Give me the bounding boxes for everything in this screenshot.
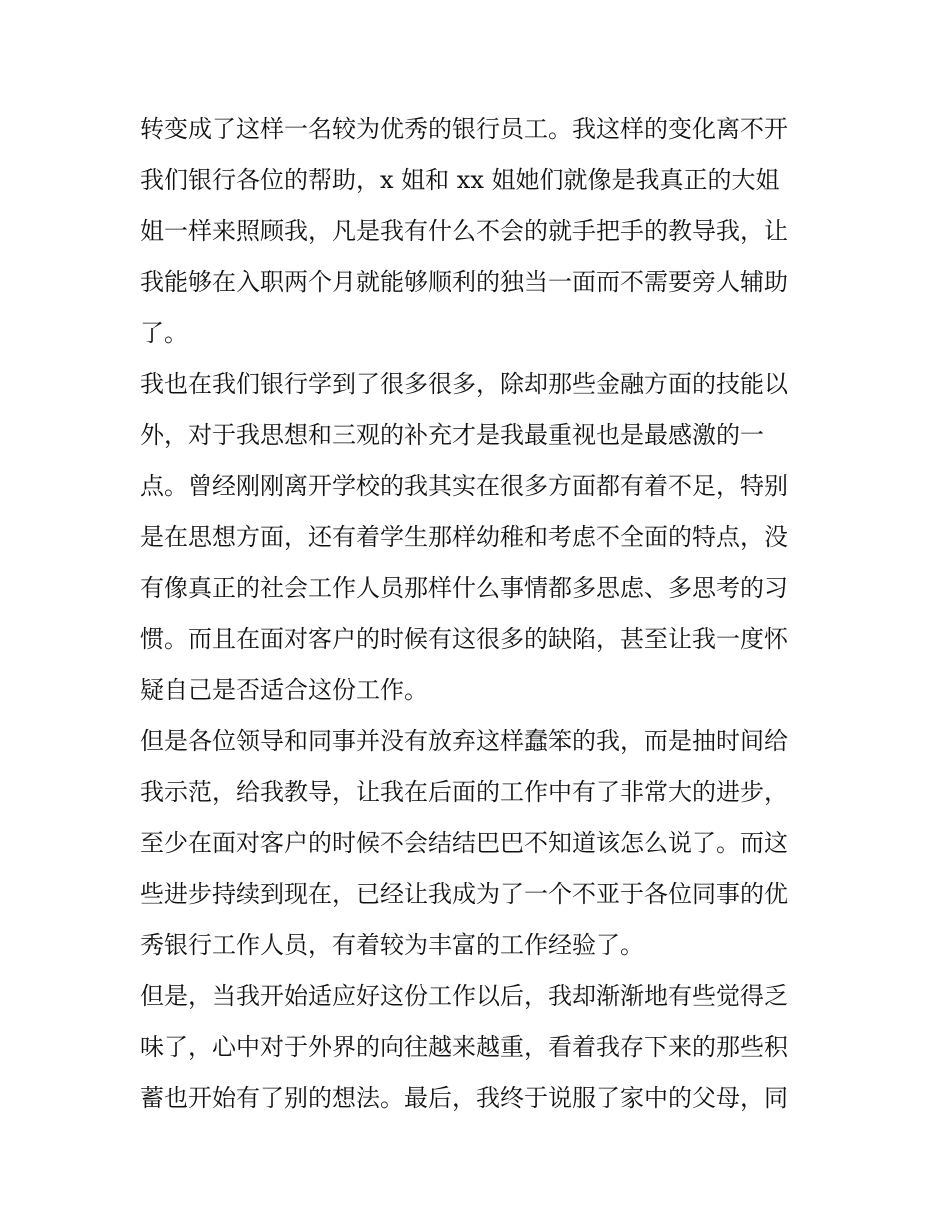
text-line: 味了，心中对于外界的向往越来越重，看着我存下来的那些积 [140, 1033, 788, 1061]
text-line: 惯。而且在面对客户的时候有这很多的缺陷，甚至让我一度怀 [140, 625, 788, 653]
text-line: 是在思想方面，还有着学生那样幼稚和考虑不全面的特点，没 [140, 523, 788, 551]
text-line: 至少在面对客户的时候不会结结巴巴不知道该怎么说了。而这 [140, 829, 788, 857]
text-line: 转变成了这样一名较为优秀的银行员工。我这样的变化离不开 [140, 115, 788, 143]
text-line: 蓄也开始有了别的想法。最后，我终于说服了家中的父母，同 [140, 1084, 788, 1112]
body-text [140, 104, 820, 1124]
text-line: 秀银行工作人员，有着较为丰富的工作经验了。 [140, 931, 644, 959]
text-line: 疑自己是否适合这份工作。 [140, 676, 428, 704]
text-line: 了。 [140, 319, 188, 347]
text-line: 点。曾经刚刚离开学校的我其实在很多方面都有着不足，特别 [140, 472, 788, 500]
text-line: 我示范，给我教导，让我在后面的工作中有了非常大的进步， [140, 778, 788, 806]
text-line: 我也在我们银行学到了很多很多，除却那些金融方面的技能以 [140, 370, 788, 398]
text-line: 姐一样来照顾我，凡是我有什么不会的就手把手的教导我，让 [140, 217, 788, 245]
text-line: 有像真正的社会工作人员那样什么事情都多思虑、多思考的习 [140, 574, 788, 602]
text-line: 些进步持续到现在，已经让我成为了一个不亚于各位同事的优 [140, 880, 788, 908]
text-line: 但是各位领导和同事并没有放弃这样蠢笨的我，而是抽时间给 [140, 727, 788, 755]
text-line: 但是，当我开始适应好这份工作以后，我却渐渐地有些觉得乏 [140, 982, 788, 1010]
text-line: 我能够在入职两个月就能够顺利的独当一面而不需要旁人辅助 [140, 268, 788, 296]
text-line: 外，对于我思想和三观的补充才是我最重视也是最感激的一 [140, 421, 764, 449]
text-line: 我们银行各位的帮助，x 姐和 xx 姐她们就像是我真正的大姐 [140, 166, 780, 194]
